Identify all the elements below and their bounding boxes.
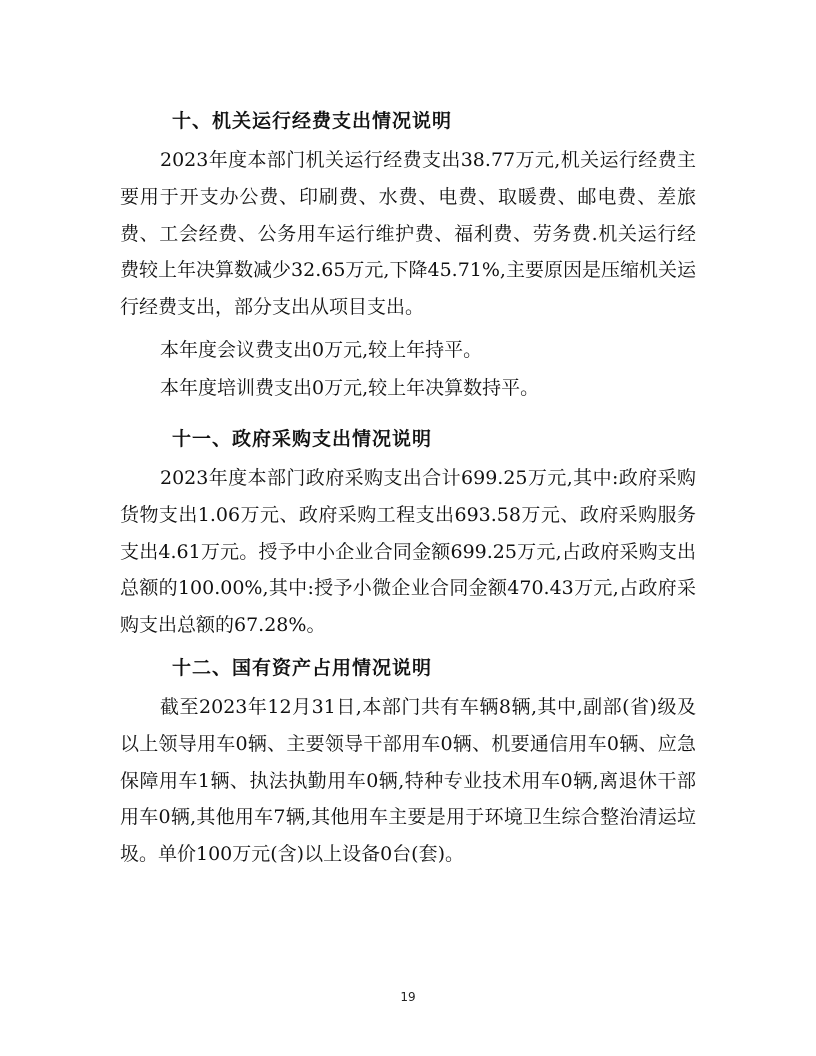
section-heading-12: 十二、国有资产占用情况说明 [172, 657, 433, 679]
section-heading-10: 十、机关运行经费支出情况说明 [172, 110, 453, 132]
paragraph-training-expenses: 本年度培训费支出0万元,较上年决算数持平。 [160, 377, 540, 399]
section-heading-11: 十一、政府采购支出情况说明 [172, 428, 433, 450]
paragraph-state-assets: 截至2023年12月31日,本部门共有车辆8辆,其中,副部(省)级及以上领导用车0辆、主要领导干部用车0辆、机要通信用车0辆、应急保障用车1辆、执法执勤用车0辆,特种专业技术用车0辆,离退休干部用车0辆,其他用车7辆,其他用车主要是用于环境卫生综合整治清运垃圾。单价100万元(含)以上设备0台(套)。 [120, 696, 696, 866]
paragraph-government-procurement: 2023年度本部门政府采购支出合计699.25万元,其中:政府采购货物支出1.06万元、政府采购工程支出693.58万元、政府采购服务支出4.61万元。授予中小企业合同金额699.25万元,占政府采购支出总额的100.00%,其中:授予小微企业合同金额470.43万元,占政府采购支出总额的67.28%。 [120, 467, 696, 637]
paragraph-operating-expenses: 2023年度本部门机关运行经费支出38.77万元,机关运行经费主要用于开支办公费、印刷费、水费、电费、取暖费、邮电费、差旅费、工会经费、公务用车运行维护费、福利费、劳务费.机关运行经费较上年决算数减少32.65万元,下降45.71%,主要原因是压缩机关运行经费支出，部分支出从项目支出。 [120, 149, 696, 319]
paragraph-meeting-expenses: 本年度会议费支出0万元,较上年持平。 [160, 339, 483, 361]
page-number: 19 [400, 990, 416, 1004]
